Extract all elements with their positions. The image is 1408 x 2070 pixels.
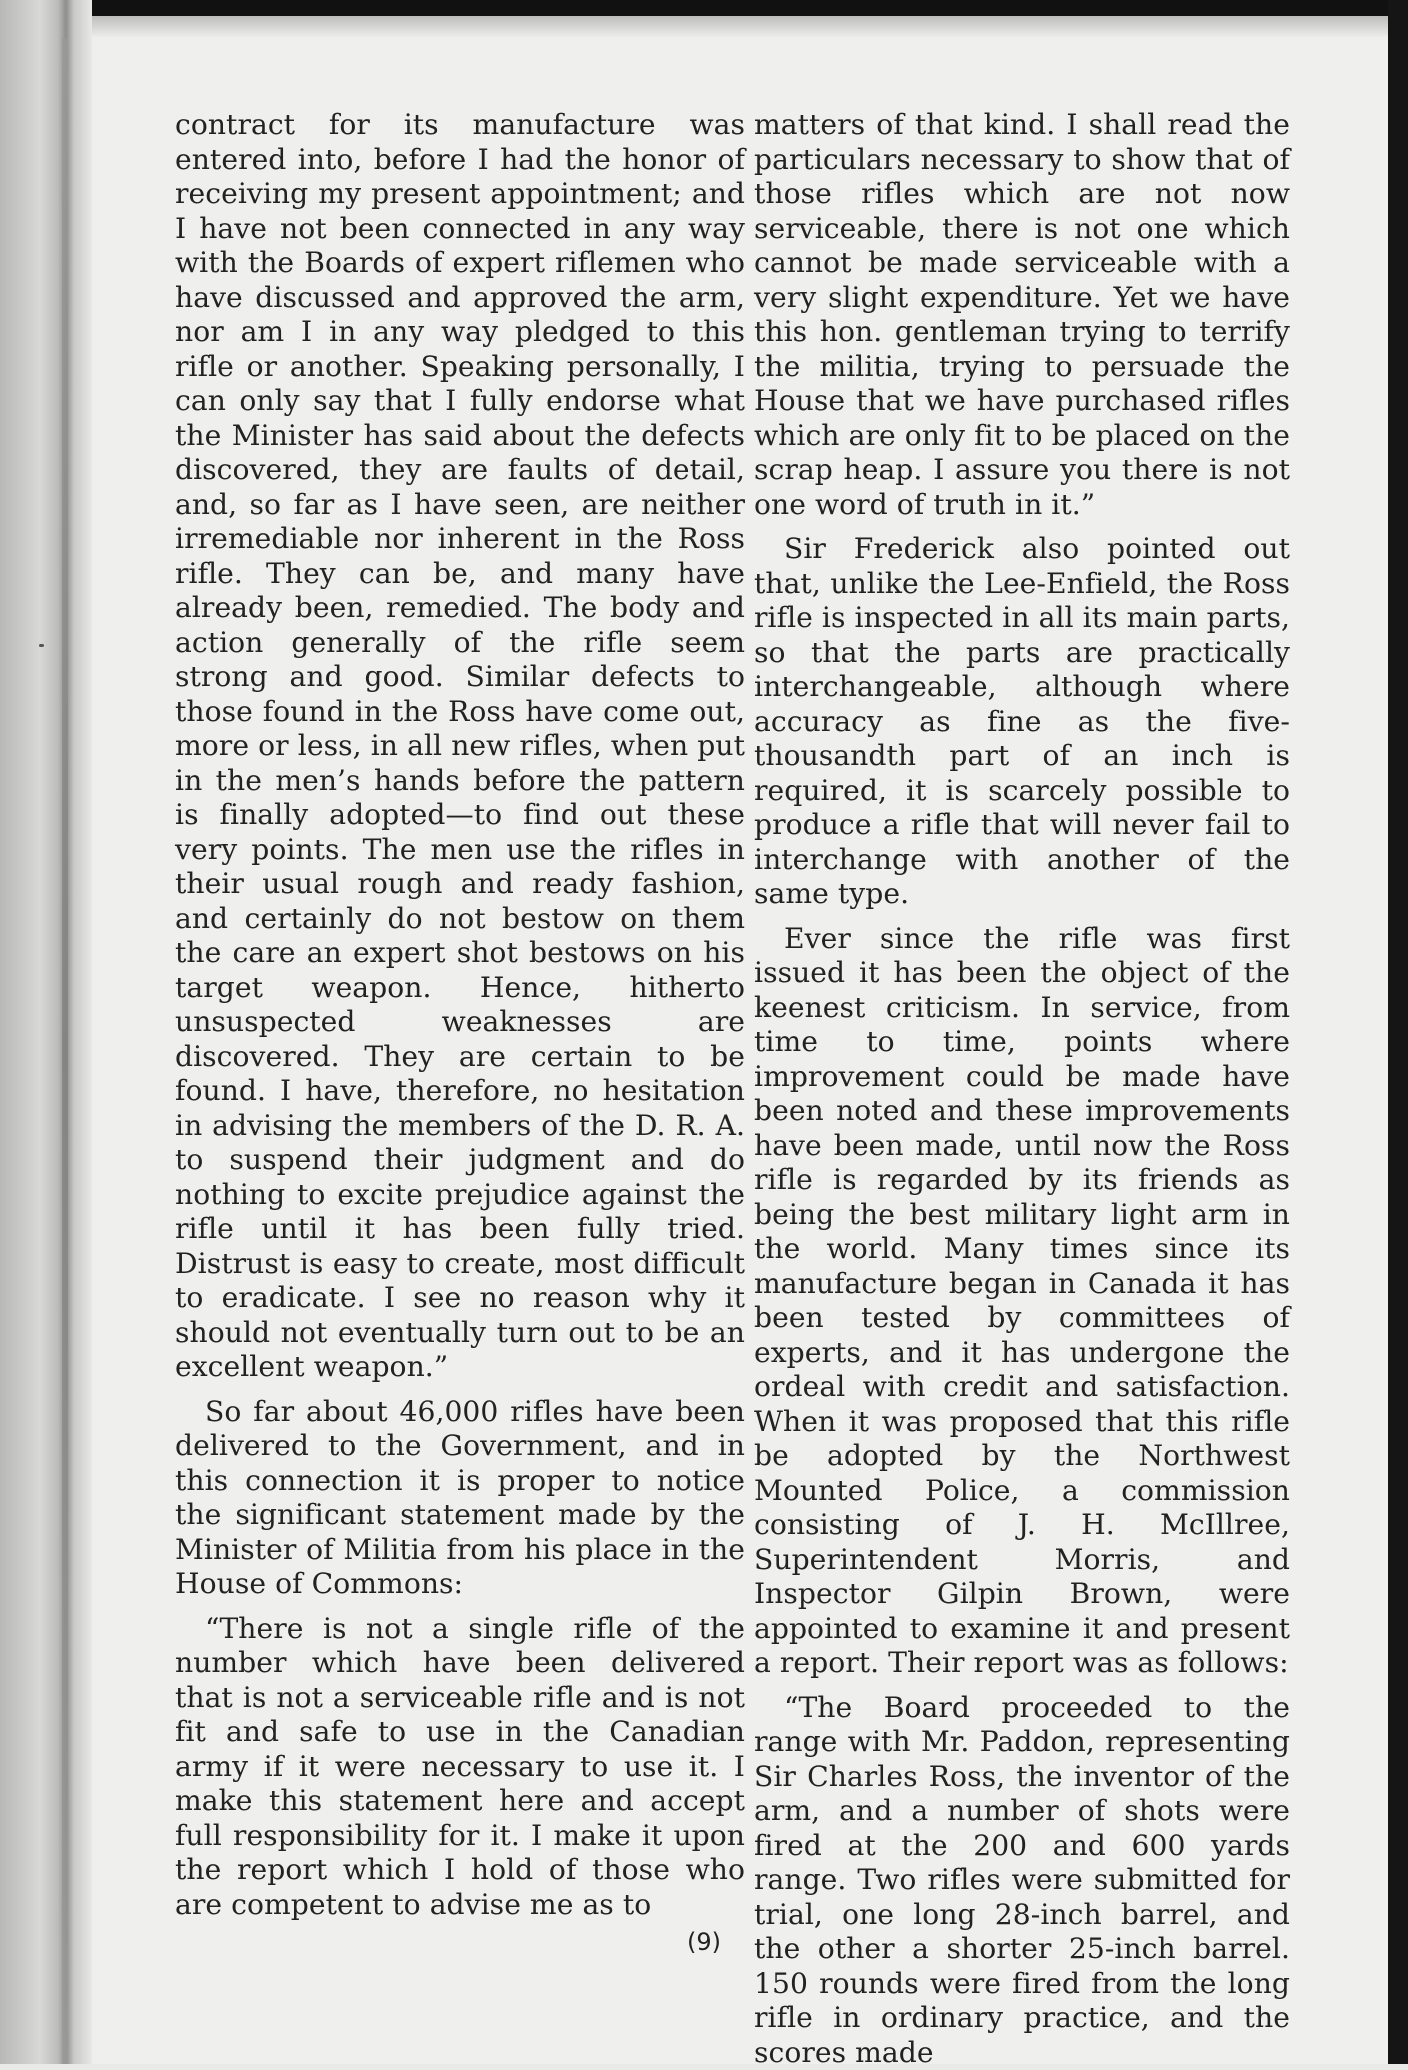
left-text-column	[175, 108, 745, 1913]
paragraph: Ever since the rifle was first issued it has been the object of the keenest criticism. In service, from time to time, points where improvement could be made have been noted and these improvements have been made, until now the Ross rifle is regarded by its friends as being the best military light arm in the world. Many times since its manufacture began in Canada it has been tested by committees of experts, and it has undergone the ordeal with credit and satisfaction. When it was proposed that this rifle be adopted by the Northwest Mounted Police, a commission consisting of J. H. McIllree, Superintendent Morris, and Inspector Gilpin Brown, were appointed to examine it and present a report. Their report was as follows:	[754, 922, 1290, 1681]
binding-crease	[62, 38, 68, 2064]
scan-right-border	[1388, 0, 1408, 2064]
book-binding-edge	[0, 0, 92, 2064]
page-number: (9)	[0, 1928, 1408, 1956]
paper-speck	[39, 644, 44, 647]
paragraph: “The Board proceeded to the range with Mr. Paddon, representing Sir Charles Ross, the inventor of the arm, and a number of shots were fired at the 200 and 600 yards range. Two rifles were submitted for trial, one long 28-inch barrel, and the other a shorter 25-inch barrel. 150 rounds were fired from the long rifle in ordinary practice, and the scores made	[754, 1691, 1290, 2070]
paragraph: So far about 46,000 rifles have been delivered to the Government, and in this connection it is proper to notice the significant statement made by the Minister of Militia from his place in the House of Commons:	[175, 1395, 745, 1602]
paragraph: matters of that kind. I shall read the particulars necessary to show that of those rifles which are not now serviceable, there is not one which cannot be made serviceable with a very slight expenditure. Yet we have this hon. gentleman trying to terrify the militia, trying to persuade the House that we have purchased rifles which are only fit to be placed on the scrap heap. I assure you there is not one word of truth in it.”	[754, 108, 1290, 522]
scan-top-shadow	[0, 16, 1408, 38]
scan-top-border	[0, 0, 1408, 16]
paragraph: contract for its manufacture was entered into, before I had the honor of receiving my present appointment; and I have not been connected in any way with the Boards of expert riflemen who have discussed and approved the arm, nor am I in any way pledged to this rifle or another. Speaking personally, I can only say that I fully endorse what the Minister has said about the defects discovered, they are faults of detail, and, so far as I have seen, are neither irremediable nor inherent in the Ross rifle. They can be, and many have already been, remedied. The body and action generally of the rifle seem strong and good. Similar defects to those found in the Ross have come out, more or less, in all new rifles, when put in the men’s hands before the pattern is finally adopted—to find out these very points. The men use the rifles in their usual rough and ready fashion, and certainly do not bestow on them the care an expert shot bestows on his target weapon. Hence, hitherto unsuspected weaknesses are discovered. They are certain to be found. I have, therefore, no hesitation in advising the members of the D. R. A. to suspend their judgment and do nothing to excite prejudice against the rifle until it has been fully tried. Distrust is easy to create, most difficult to eradicate. I see no reason why it should not eventually turn out to be an excellent weapon.”	[175, 108, 745, 1385]
right-text-column	[754, 108, 1290, 1913]
paragraph: “There is not a single rifle of the number which have been delivered that is not a serviceable rifle and is not fit and safe to use in the Canadian army if it were necessary to use it. I make this statement here and accept full responsibility for it. I make it upon the report which I hold of those who are competent to advise me as to	[175, 1612, 745, 1923]
paragraph: Sir Frederick also pointed out that, unlike the Lee-Enfield, the Ross rifle is inspected in all its main parts, so that the parts are practically interchangeable, although where accuracy as fine as the five-thousandth part of an inch is required, it is scarcely possible to produce a rifle that will never fail to interchange with another of the same type.	[754, 532, 1290, 912]
